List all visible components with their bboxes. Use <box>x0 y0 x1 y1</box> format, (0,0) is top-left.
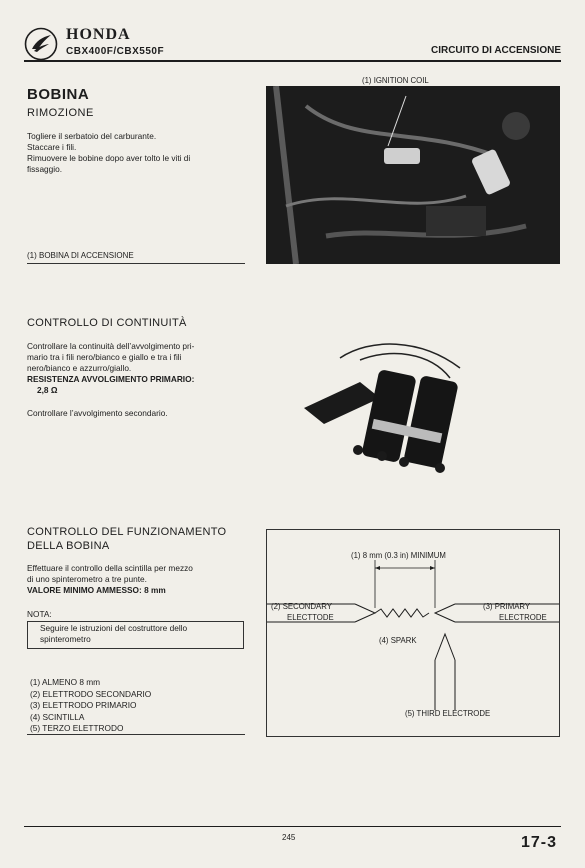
brand-name: HONDA <box>66 26 131 43</box>
legend-item: (5) TERZO ELETTRODO <box>30 723 124 733</box>
legend-item: (3) ELETTRODO PRIMARIO <box>30 700 137 710</box>
label-third-electrode: (5) THIRD ELECTRODE <box>405 709 491 718</box>
label-primary-electrode: (3) PRIMARY <box>483 602 531 611</box>
continuity-line: mario tra i fili nero/bianco e giallo e tra i fili <box>27 352 182 362</box>
removal-title: BOBINA <box>27 86 90 103</box>
performance-title-line1: CONTROLLO DEL FUNZIONAMENTO <box>27 526 227 538</box>
min-value-label: VALORE MINIMO AMMESSO: 8 mm <box>27 585 166 595</box>
removal-step: Rimuovere le bobine dopo aver tolto le viti di <box>27 153 191 163</box>
legend-list <box>30 677 151 735</box>
performance-text <box>27 563 252 596</box>
photo-ignition-coil-label: (1) IGNITION COIL <box>362 76 429 85</box>
header-divider <box>24 60 561 62</box>
legend-rule <box>27 734 245 735</box>
section-title: CIRCUITO DI ACCENSIONE <box>430 45 561 56</box>
label-secondary-electrode: (2) SECONDARY <box>271 602 332 611</box>
continuity-text <box>27 341 252 396</box>
continuity-title: CONTROLLO DI CONTINUITÀ <box>27 317 187 329</box>
note-line: spinterometro <box>40 634 91 644</box>
removal-step: Staccare i fili. <box>27 142 77 152</box>
removal-subtitle: RIMOZIONE <box>27 107 94 119</box>
spark-tester-diagram <box>266 529 560 737</box>
removal-steps <box>27 131 252 175</box>
honda-wing-logo <box>24 27 58 61</box>
legend-item: (4) SCINTILLA <box>30 711 85 722</box>
footer-divider <box>24 826 561 827</box>
label-minimum-gap: (1) 8 mm (0.3 in) MINIMUM <box>351 551 446 560</box>
ignition-coils-photo <box>300 338 470 478</box>
continuity-line: Controllare la continuità dell’avvolgimento pri- <box>27 341 195 351</box>
continuity-line: nero/bianco e azzurro/giallo. <box>27 363 132 373</box>
page-reference: 17-3 <box>520 834 557 851</box>
performance-line: di uno spinterometro a tre punte. <box>27 574 147 584</box>
label-primary-electrode-2: ELECTRODE <box>499 613 547 622</box>
note-label: NOTA: <box>27 609 52 619</box>
performance-line: Effettuare il controllo della scintilla per mezzo <box>27 563 193 573</box>
note-line: Seguire le istruzioni del costruttore dello <box>40 623 188 633</box>
resistance-label: RESISTENZA AVVOLGIMENTO PRIMARIO: <box>27 374 195 384</box>
label-spark: (4) SPARK <box>379 636 417 645</box>
legend-item: (2) ELETTRODO SECONDARIO <box>30 688 152 699</box>
model-name: CBX400F/CBX550F <box>66 46 165 57</box>
caption-rule <box>27 263 245 264</box>
ignition-coil-photo <box>266 86 560 264</box>
performance-title-line2: DELLA BOBINA <box>27 540 110 552</box>
legend-item: (1) ALMENO 8 mm <box>30 677 101 687</box>
label-secondary-electrode-2: ELECTTODE <box>287 613 334 622</box>
secondary-check: Controllare l’avvolgimento secondario. <box>27 408 168 418</box>
page-number: 245 <box>282 833 296 842</box>
resistance-value: 2,8 Ω <box>37 385 58 395</box>
note-box <box>27 621 244 649</box>
removal-caption: (1) BOBINA DI ACCENSIONE <box>27 251 134 260</box>
spark-tester-drawing <box>267 530 559 736</box>
removal-step: Togliere il serbatoio del carburante. <box>27 131 157 141</box>
removal-step: fissaggio. <box>27 164 63 174</box>
